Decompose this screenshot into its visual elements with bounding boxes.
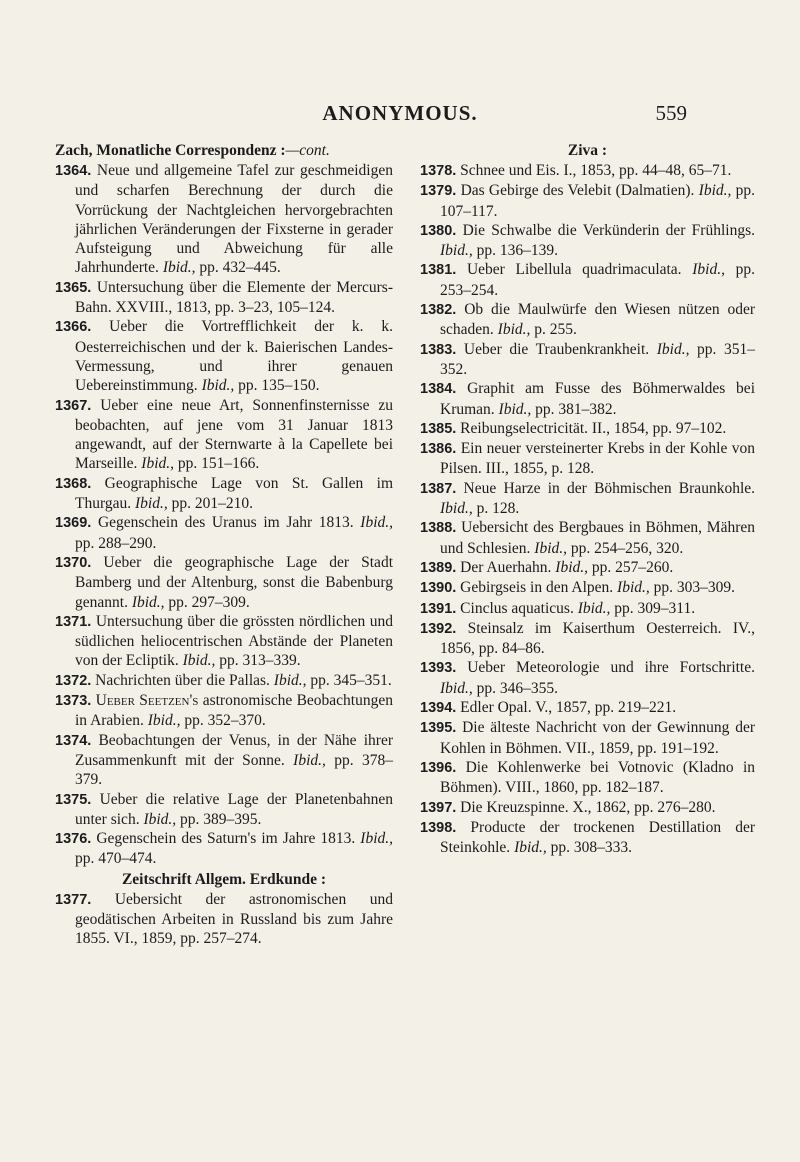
bibliography-entry	[420, 419, 755, 439]
entry-pages: pp. 254–256, 320.	[567, 539, 684, 557]
entry-ibid: Ibid.,	[440, 500, 473, 518]
entry-pages: pp. 345–351.	[306, 671, 392, 689]
entry-text: Ueber die Traubenkrankheit.	[463, 340, 650, 358]
entry-pages: pp. 351–352.	[440, 340, 756, 378]
entry-ibid: Ibid.,	[534, 539, 567, 557]
entry-ibid: Ibid.,	[182, 652, 216, 670]
entry-text: Ein neuer versteinerter Krebs in der Kohle von Pilsen. III., 1855, p. 128.	[440, 440, 755, 478]
entry-pages: pp. 136–139.	[472, 242, 558, 260]
section-heading	[55, 140, 393, 161]
entry-number: 1368.	[55, 475, 92, 492]
bibliography-entry	[55, 691, 393, 731]
entry-number: 1392.	[420, 620, 457, 637]
entry-pages: pp. 470–474.	[75, 850, 157, 868]
entry-text: Gegenschein des Uranus im Jahr 1813.	[97, 514, 354, 532]
entry-pages: pp. 381–382.	[531, 400, 617, 418]
entry-number: 1364.	[55, 163, 92, 179]
entry-number: 1388.	[420, 520, 457, 537]
entry-ibid: Ibid.,	[273, 671, 307, 689]
entry-number: 1383.	[420, 341, 457, 358]
bibliography-entry	[55, 278, 393, 318]
entry-pages: pp. 201–210.	[167, 495, 253, 513]
entry-number: 1391.	[420, 600, 457, 617]
entry-ibid: Ibid.,	[514, 839, 547, 857]
entry-text: astronomische Beobachtungen in Arabien.	[75, 692, 393, 730]
bibliography-entry	[420, 619, 755, 659]
entry-number: 1371.	[55, 613, 92, 630]
bibliography-entry	[420, 518, 755, 558]
bibliography-entry	[55, 513, 393, 553]
entry-ibid: Ibid.,	[555, 558, 589, 576]
bibliography-entry	[55, 671, 393, 691]
entry-number: 1385.	[420, 420, 457, 437]
entry-number: 1372.	[55, 672, 92, 689]
entry-pages: pp. 346–355.	[472, 679, 558, 697]
entry-text: Ueber die Vortrefflichkeit der k. k. Oesterreichischen und der k. Baierischen Landes-Vermessung, und ihrer genauen Uebereinstimmung.	[75, 318, 393, 395]
entry-ibid: Ibid.,	[141, 455, 175, 473]
entry-number: 1365.	[55, 279, 92, 296]
entry-text: Steinsalz im Kaiserthum Oesterreich. IV., 1856, pp. 84–86.	[440, 619, 755, 658]
entry-ibid: Ibid.,	[497, 321, 531, 339]
entry-text: Ueber die geographische Lage der Stadt Bamberg und der Altenburg, sonst die Babenburg genannt.	[75, 553, 393, 611]
bibliography-entry	[420, 658, 755, 698]
entry-pages: pp. 288–290.	[75, 534, 157, 552]
bibliography-entry	[55, 612, 393, 671]
entry-pages: pp. 308–333.	[546, 839, 633, 857]
bibliography-entry	[55, 553, 393, 612]
entry-number: 1395.	[420, 720, 457, 737]
entry-pages: p. 255.	[530, 321, 577, 339]
entry-text: Die älteste Nachricht von der Gewinnung der Kohlen in Böhmen. VII., 1859, pp. 191–192.	[440, 719, 755, 757]
entry-pages: pp. 107–117.	[440, 182, 756, 220]
section-heading-title: Ziva :	[567, 142, 608, 159]
entry-text: Geographische Lage von St. Gallen im Thurgau.	[75, 474, 394, 513]
entry-number: 1381.	[420, 262, 457, 279]
entry-number: 1366.	[55, 319, 92, 336]
entry-pages: pp. 303–309.	[649, 579, 735, 597]
bibliography-entry	[420, 698, 755, 718]
entry-pages: pp. 253–254.	[440, 261, 756, 299]
entry-number: 1397.	[420, 799, 457, 816]
entry-text: Der Auerhahn.	[460, 558, 552, 576]
entry-text: Das Gebirge des Velebit (Dalmatien).	[460, 182, 695, 200]
entry-number: 1386.	[420, 441, 457, 458]
entry-number: 1376.	[55, 831, 92, 848]
entry-number: 1393.	[420, 660, 457, 677]
entry-number: 1374.	[55, 732, 92, 749]
entry-text: Graphit am Fusse des Böhmerwaldes bei Kruman.	[440, 380, 755, 418]
entry-text: Edler Opal. V., 1857, pp. 219–221.	[460, 699, 677, 717]
entry-ibid: Ibid.,	[692, 261, 725, 279]
entry-pages: pp. 378–379.	[75, 751, 394, 789]
entry-pages: pp. 352–370.	[180, 712, 266, 730]
bibliography-entry	[55, 474, 393, 514]
bibliography-entry	[55, 731, 393, 790]
entry-number: 1387.	[420, 480, 457, 497]
right-column	[420, 140, 755, 857]
entry-ibid: Ibid.,	[617, 579, 650, 597]
bibliography-entry	[55, 829, 393, 869]
bibliography-entry	[420, 340, 755, 380]
entry-text: Reibungselectricität. II., 1854, pp. 97–102.	[460, 419, 727, 437]
entry-number: 1396.	[420, 759, 457, 776]
left-column	[55, 140, 393, 949]
entry-pages: pp. 151–166.	[174, 455, 260, 473]
entry-text: Beobachtungen der Venus, in der Nähe ihrer Zusammenkunft mit der Sonne.	[75, 731, 393, 769]
entry-text: Ueber eine neue Art, Sonnenfinsternisse zu beobachten, auf jene vom 31 Januar 1813 angewandt, auf der Sternwarte à la Capellete bei Marseille.	[75, 396, 393, 473]
entry-text: Producte der trockenen Destillation der Steinkohle.	[440, 818, 755, 857]
entry-text: Gegenschein des Saturn's im Jahre 1813.	[96, 830, 356, 848]
entry-pages: pp. 297–309.	[164, 593, 250, 611]
entry-text: Uebersicht des Bergbaues in Böhmen, Mähren und Schlesien.	[440, 519, 756, 557]
entry-text: Ueber Libellula quadrimaculata.	[466, 261, 682, 279]
entry-ibid: Ibid.,	[440, 679, 473, 697]
entry-text: Neue Harze in der Böhmischen Braunkohle.	[463, 479, 755, 497]
bibliography-entry	[55, 317, 393, 395]
bibliography-entry	[55, 890, 393, 949]
bibliography-entry	[420, 300, 755, 340]
entry-ibid: Ibid.,	[147, 712, 181, 730]
bibliography-entry	[420, 161, 755, 181]
bibliography-entry	[420, 221, 755, 261]
entry-pages: pp. 389–395.	[176, 810, 262, 828]
bibliography-entry	[420, 379, 755, 419]
entry-text: Cinclus aquaticus.	[460, 599, 574, 617]
entry-author: Ueber Seetzen's	[95, 692, 199, 710]
bibliography-entry	[420, 181, 755, 221]
section-heading	[55, 869, 393, 890]
entry-ibid: Ibid.,	[162, 259, 196, 277]
section-heading-title: Zeitschrift Allgem. Erdkunde :	[121, 870, 327, 888]
bibliography-entry	[420, 558, 755, 578]
entry-text: Die Kreuzspinne. X., 1862, pp. 276–280.	[460, 798, 716, 816]
entry-ibid: Ibid.,	[440, 242, 473, 260]
section-heading-cont: —cont.	[285, 142, 330, 159]
entry-number: 1390.	[420, 580, 457, 597]
entry-text: Nachrichten über die Pallas.	[95, 671, 270, 689]
entry-number: 1389.	[420, 559, 457, 576]
bibliography-entry	[420, 599, 755, 619]
entry-ibid: Ibid.,	[698, 182, 732, 200]
entry-ibid: Ibid.,	[360, 514, 394, 532]
entry-number: 1379.	[420, 183, 457, 200]
entry-text: Neue und allgemeine Tafel zur geschmeidigen und scharfen Berechnung der durch die Vorrückung der Nachtgleichen hervorgebrachten jährlichen Veränderungen der Fixsterne in gerader Aufsteigung und Abweichung für alle Jahrhunderte.	[75, 162, 393, 277]
bibliography-entry	[55, 161, 393, 278]
entry-number: 1373.	[55, 693, 92, 710]
section-heading	[420, 140, 755, 161]
section-heading-title: Zach, Monatliche Correspondenz :	[55, 142, 286, 159]
entry-pages: pp. 432–445.	[195, 259, 281, 277]
entry-text: Ueber Meteorologie und ihre Fortschritte.	[467, 659, 755, 677]
entry-ibid: Ibid.,	[293, 751, 326, 769]
entry-text: Ueber die relative Lage der Planetenbahnen unter sich.	[75, 790, 394, 828]
running-head-title: ANONYMOUS.	[322, 101, 478, 125]
entry-text: Untersuchung über die Elemente der Mercurs-Bahn. XXVIII., 1813, pp. 3–23, 105–124.	[75, 278, 394, 317]
bibliography-entry	[420, 798, 755, 818]
entry-ibid: Ibid.,	[131, 593, 165, 611]
entry-number: 1367.	[55, 397, 92, 414]
entry-ibid: Ibid.,	[201, 377, 235, 395]
entry-number: 1370.	[55, 554, 92, 571]
entry-pages: pp. 309–311.	[610, 599, 696, 617]
entry-pages: pp. 135–150.	[234, 377, 320, 395]
entry-ibid: Ibid.,	[143, 810, 177, 828]
entry-pages: pp. 257–260.	[588, 558, 674, 576]
entry-text: Die Schwalbe die Verkünderin der Frühlings.	[462, 221, 755, 239]
entry-number: 1378.	[420, 163, 457, 179]
bibliography-entry	[55, 790, 393, 830]
entry-number: 1380.	[420, 222, 457, 239]
entry-ibid: Ibid.,	[360, 830, 394, 848]
entry-number: 1398.	[420, 819, 457, 836]
page-number: 559	[655, 101, 687, 125]
entry-number: 1382.	[420, 302, 457, 319]
entry-pages: p. 128.	[472, 500, 520, 518]
entry-ibid: Ibid.,	[656, 340, 690, 358]
bibliography-entry	[420, 260, 755, 300]
entry-ibid: Ibid.,	[134, 495, 168, 513]
entry-number: 1375.	[55, 791, 92, 808]
entry-number: 1369.	[55, 515, 92, 532]
entry-number: 1384.	[420, 381, 457, 398]
bibliography-entry	[420, 439, 755, 479]
entry-text: Uebersicht der astronomischen und geodätischen Arbeiten in Russland bis zum Jahre 1855. VI., 1859, pp. 257–274.	[75, 890, 393, 948]
running-head	[0, 101, 800, 131]
bibliography-entry	[55, 396, 393, 474]
entry-number: 1394.	[420, 700, 457, 717]
entry-ibid: Ibid.,	[498, 400, 532, 418]
entry-pages: pp. 313–339.	[215, 652, 301, 670]
entry-text: Die Kohlenwerke bei Votnovic (Kladno in Böhmen). VIII., 1860, pp. 182–187.	[440, 758, 755, 797]
entry-number: 1377.	[55, 891, 92, 908]
entry-text: Ob die Maulwürfe den Wiesen nützen oder schaden.	[440, 301, 756, 339]
entry-text: Untersuchung über die grössten nördlichen und südlichen heliocentrischen Abstände der Planeten von der Ecliptik.	[75, 612, 393, 670]
bibliography-entry	[420, 818, 755, 858]
bibliography-entry	[420, 578, 755, 598]
bibliography-entry	[420, 718, 755, 758]
entry-text: Gebirgseis in den Alpen.	[460, 579, 614, 597]
bibliography-entry	[420, 758, 755, 798]
bibliography-entry	[420, 479, 755, 519]
entry-text: Schnee und Eis. I., 1853, pp. 44–48, 65–71.	[460, 162, 732, 179]
entry-ibid: Ibid.,	[577, 599, 611, 617]
